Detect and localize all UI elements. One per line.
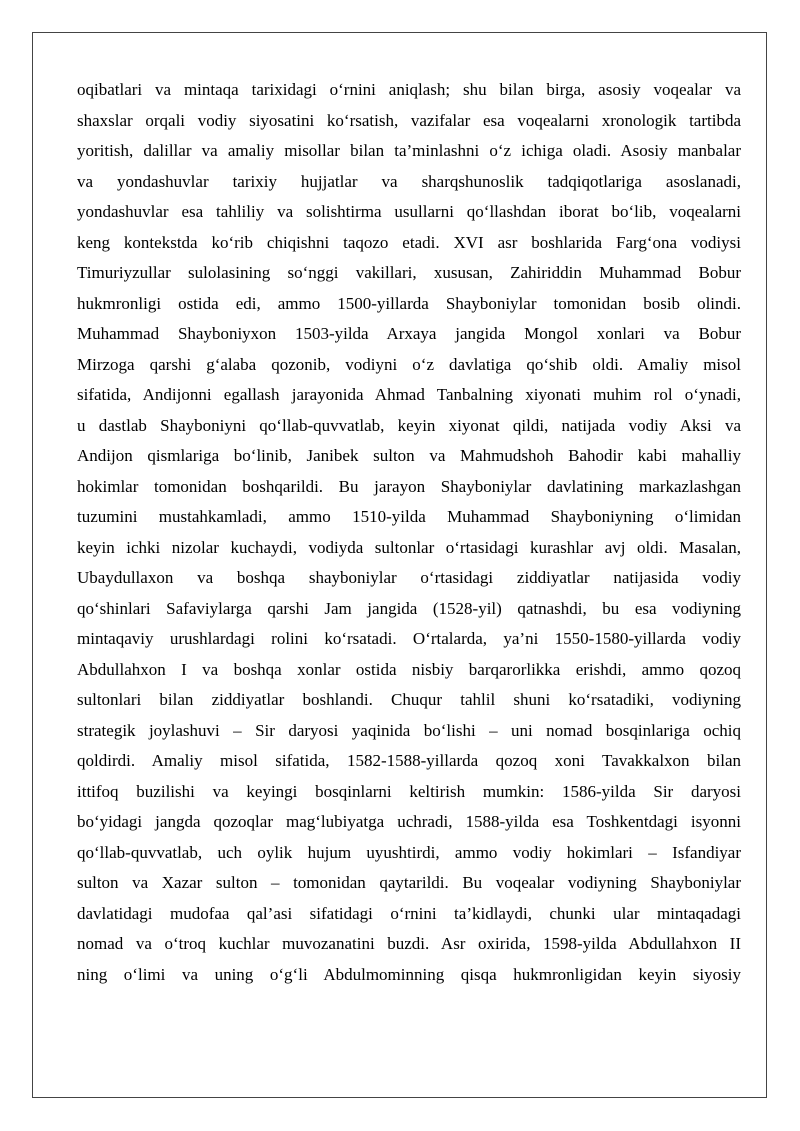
text-line: Andijon qismlariga bo‘linib, Janibek sulton va Mahmudshoh Bahodir kabi mahalliy <box>77 446 741 465</box>
body-paragraph <box>77 75 741 990</box>
text-line: Muhammad Shayboniyxon 1503-yilda Arxaya jangida Mongol xonlari va Bobur <box>77 324 741 343</box>
text-line: shaxslar orqali vodiy siyosatini ko‘rsatish, vazifalar esa voqealarni xronologik tartibda <box>77 110 741 130</box>
text-line: yoritish, dalillar va amaliy misollar bilan ta’minlashni o‘z ichiga oladi. Asosiy manbalar <box>77 141 741 160</box>
text-line: ittifoq buzilishi va keyingi bosqinlarni keltirish mumkin: 1586-yilda Sir daryosi <box>77 781 741 801</box>
text-line: Mirzoga qarshi g‘alaba qozonib, vodiyni o‘z davlatiga qo‘shib oldi. Amaliy misol <box>77 354 741 374</box>
text-line: oqibatlari va mintaqa tarixidagi o‘rnini aniqlash; shu bilan birga, asosiy voqealar va <box>77 80 741 99</box>
text-line: nomad va o‘troq kuchlar muvozanatini buzdi. Asr oxirida, 1598-yilda Abdullahxon II <box>77 934 741 953</box>
text-line: yondashuvlar esa tahliliy va solishtirma usullarni qo‘llashdan iborat bo‘lib, voqealarni <box>77 202 741 221</box>
text-line: sifatida, Andijonni egallash jarayonida Ahmad Tanbalning xiyonati muhim rol o‘ynadi, <box>77 385 741 404</box>
text-line: strategik joylashuvi – Sir daryosi yaqinida bo‘lishi – uni nomad bosqinlariga ochiq <box>77 720 741 740</box>
text-line: tuzumini mustahkamladi, ammo 1510-yilda Muhammad Shayboniyning o‘limidan <box>77 507 741 526</box>
text-line: Timuriyzullar sulolasining so‘nggi vakillari, xususan, Zahiriddin Muhammad Bobur <box>77 263 741 282</box>
text-line: bo‘yidagi jangda qozoqlar mag‘lubiyatga uchradi, 1588-yilda esa Toshkentdagi isyonni <box>77 812 741 831</box>
text-line: mintaqaviy urushlardagi rolini ko‘rsatadi. O‘rtalarda, ya’ni 1550-1580-yillarda vodiy <box>77 629 741 648</box>
text-line: davlatidagi mudofaa qal’asi sifatidagi o‘rnini ta’kidlaydi, chunki ular mintaqadagi <box>77 903 741 923</box>
text-line: sultonlari bilan ziddiyatlar boshlandi. Chuqur tahlil shuni ko‘rsatadiki, vodiyning <box>77 690 741 709</box>
text-line: keyin ichki nizolar kuchaydi, vodiyda sultonlar o‘rtasidagi kurashlar avj oldi. Masalan, <box>77 537 741 557</box>
text-line: hokimlar tomonidan boshqarildi. Bu jarayon Shayboniylar davlatining markazlashgan <box>77 476 741 496</box>
text-line: qoldirdi. Amaliy misol sifatida, 1582-1588-yillarda qozoq xoni Tavakkalxon bilan <box>77 751 741 770</box>
text-line: keng kontekstda ko‘rib chiqishni taqozo etadi. XVI asr boshlarida Farg‘ona vodiysi <box>77 232 741 252</box>
text-line: sulton va Xazar sulton – tomonidan qaytarildi. Bu voqealar vodiyning Shayboniylar <box>77 873 741 892</box>
text-line: va yondashuvlar tarixiy hujjatlar va sharqshunoslik tadqiqotlariga asoslanadi, <box>77 171 741 191</box>
text-line: qo‘llab-quvvatlab, uch oylik hujum uyushtirdi, ammo vodiy hokimlari – Isfandiyar <box>77 842 741 862</box>
text-line: Ubaydullaxon va boshqa shayboniylar o‘rtasidagi ziddiyatlar natijasida vodiy <box>77 568 741 587</box>
text-line: hukmronligi ostida edi, ammo 1500-yillarda Shayboniylar tomonidan bosib olindi. <box>77 293 741 313</box>
text-line: ning o‘limi va uning o‘g‘li Abdulmominning qisqa hukmronligidan keyin siyosiy <box>77 964 741 984</box>
text-line: Abdullahxon I va boshqa xonlar ostida nisbiy barqarorlikka erishdi, ammo qozoq <box>77 659 741 679</box>
text-line: qo‘shinlari Safaviylarga qarshi Jam jangida (1528-yil) qatnashdi, bu esa vodiyning <box>77 598 741 618</box>
text-line: u dastlab Shayboniyni qo‘llab-quvvatlab, keyin xiyonat qildi, natijada vodiy Aksi va <box>77 415 741 435</box>
